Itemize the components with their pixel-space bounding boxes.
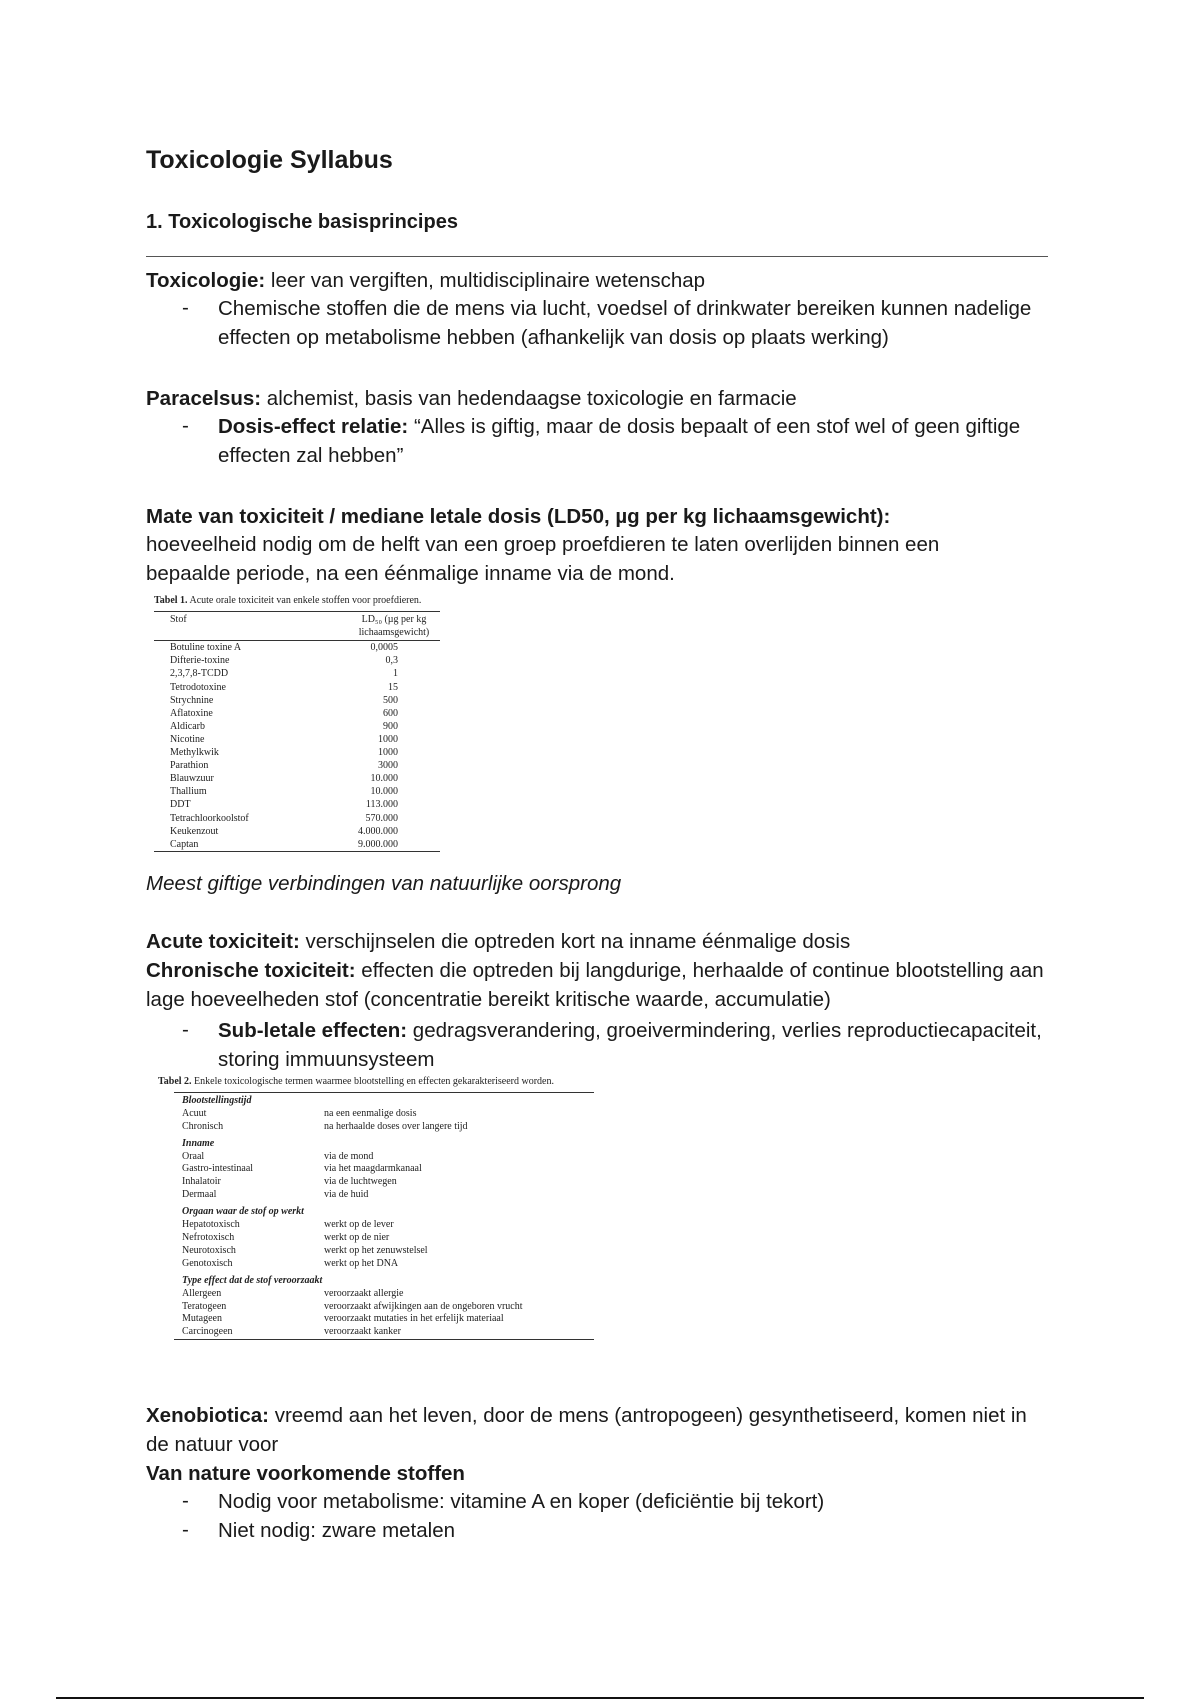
substance-cell: Aflatoxine <box>170 707 213 719</box>
description-cell: werkt op het DNA <box>324 1257 399 1269</box>
ld50-table <box>154 594 454 852</box>
ld50-value-cell: 1 <box>393 668 398 680</box>
description-cell: veroorzaakt afwijkingen aan de ongeboren vrucht <box>324 1300 523 1312</box>
bullet-text: Nodig voor metabolisme: vitamine A en koper (deficiëntie bij tekort) <box>218 1490 825 1513</box>
table-row <box>158 1163 598 1176</box>
description-cell: werkt op de nier <box>324 1231 390 1243</box>
ld50-value-cell: 500 <box>383 694 398 706</box>
substance-cell: Aldicarb <box>170 720 205 732</box>
term-cell: Genotoxisch <box>182 1257 233 1269</box>
table-row <box>154 798 440 811</box>
table-row <box>154 694 440 707</box>
table-row <box>158 1288 598 1301</box>
term-cell: Hepatotoxisch <box>182 1219 240 1231</box>
toxicologie-paragraph <box>146 266 1076 295</box>
substance-cell: Difterie-toxine <box>170 655 230 667</box>
table-row <box>154 772 440 785</box>
column-header-line: lichaamsgewicht) <box>358 627 430 639</box>
document-title: Toxicologie Syllabus <box>146 146 393 174</box>
xenobiotica-paragraph <box>146 1401 1046 1459</box>
ld50-value-cell: 570.000 <box>365 812 398 824</box>
term-cell: Dermaal <box>182 1189 217 1201</box>
acute-paragraph <box>146 927 1076 956</box>
substance-cell: Nicotine <box>170 733 205 745</box>
bullet-definition: gedragsverandering, groeivermindering, verlies reproductiecapaciteit, storing immuunsysteem <box>218 1019 1042 1071</box>
description-cell: veroorzaakt mutaties in het erfelijk materiaal <box>324 1313 504 1325</box>
term-cell: Mutageen <box>182 1313 222 1325</box>
table-group-heading: Type effect dat de stof veroorzaakt <box>182 1274 323 1286</box>
bullet-marker: - <box>182 1018 189 1041</box>
term-cell: Carcinogeen <box>182 1326 233 1338</box>
table-caption-label: Tabel 1. <box>154 595 188 606</box>
natural-substances-heading: Van nature voorkomende stoffen <box>146 1462 465 1485</box>
table-caption-text: Enkele toxicologische termen waarmee blootstelling en effecten gekarakteriseerd worden. <box>191 1076 554 1087</box>
table-group-heading: Blootstellingstijd <box>182 1094 252 1106</box>
table-row <box>154 838 440 851</box>
bullet-marker: - <box>182 296 189 319</box>
term-label: Acute toxiciteit: <box>146 930 300 953</box>
substance-cell: Methylkwik <box>170 747 219 759</box>
table-bottom-rule <box>154 851 440 852</box>
ld50-value-cell: 4.000.000 <box>358 825 398 837</box>
term-cell: Inhalatoir <box>182 1176 221 1188</box>
bullet-definition: “Alles is giftig, maar de dosis bepaalt of een stof wel of geen giftige effecten zal hebben” <box>218 415 1021 467</box>
ld50-value-cell: 9.000.000 <box>358 838 398 850</box>
ld50-value-cell: 0,0005 <box>370 642 398 654</box>
ld50-value-cell: 1000 <box>378 747 398 759</box>
bullet-text <box>218 1016 1058 1074</box>
table-row <box>154 785 440 798</box>
table-row <box>158 1301 598 1314</box>
table-row <box>158 1151 598 1164</box>
section-heading: 1. Toxicologische basisprincipes <box>146 211 458 233</box>
bullet-text: Chemische stoffen die de mens via lucht, voedsel of drinkwater bereiken kunnen nadelige effecten op metabolisme hebben (afhankelijk van dosis op plaats werking) <box>218 297 1032 349</box>
term-cell: Chronisch <box>182 1120 224 1132</box>
bullet-text <box>218 412 1058 470</box>
term-cell: Neurotoxisch <box>182 1244 236 1256</box>
table-caption-text: Acute orale toxiciteit van enkele stoffen voor proefdieren. <box>187 595 422 606</box>
substance-cell: Strychnine <box>170 694 214 706</box>
bullet-text: Niet nodig: zware metalen <box>218 1519 456 1542</box>
ld50-value-cell: 10.000 <box>370 786 398 798</box>
table-row <box>154 733 440 746</box>
table-row <box>158 1176 598 1189</box>
ld50-heading: Mate van toxiciteit / mediane letale dosis (LD50, µg per kg lichaamsgewicht): <box>146 505 891 528</box>
substance-cell: DDT <box>170 799 191 811</box>
table-row <box>154 654 440 667</box>
column-header-line: LD₅₀ (µg per kg <box>361 614 427 626</box>
table-row <box>158 1313 598 1326</box>
term-cell: Gastro-intestinaal <box>182 1163 254 1175</box>
term-cell: Nefrotoxisch <box>182 1231 235 1243</box>
term-cell: Oraal <box>182 1150 205 1162</box>
table-row <box>154 681 440 694</box>
toxicology-terms-table <box>158 1076 598 1340</box>
term-cell: Acuut <box>182 1107 207 1119</box>
ld50-value-cell: 1000 <box>378 733 398 745</box>
page-footer-rule <box>56 1697 1144 1699</box>
table-row <box>154 759 440 772</box>
ld50-value-cell: 113.000 <box>365 799 398 811</box>
term-cell: Teratogeen <box>182 1300 227 1312</box>
substance-cell: Captan <box>170 838 199 850</box>
ld50-value-cell: 10.000 <box>370 773 398 785</box>
natural-origin-note: Meest giftige verbindingen van natuurlijke oorsprong <box>146 872 622 895</box>
substance-cell: Tetrachloorkoolstof <box>170 812 249 824</box>
substance-cell: Blauwzuur <box>170 773 214 785</box>
definition-text: vreemd aan het leven, door de mens (antropogeen) gesynthetiseerd, komen niet in de natuur voor <box>146 1404 1027 1456</box>
column-header <box>348 613 440 639</box>
bullet-marker: - <box>182 414 189 437</box>
ld50-definition: hoeveelheid nodig om de helft van een groep proefdieren te laten overlijden binnen een bepaalde periode, na een éénmalige inname via de mond. <box>146 533 940 585</box>
ld50-value-cell: 0,3 <box>385 655 398 667</box>
table-row <box>154 641 440 654</box>
table-group-heading: Orgaan waar de stof op werkt <box>182 1206 304 1218</box>
table-row <box>154 667 440 680</box>
term-label: Paracelsus: <box>146 387 262 410</box>
definition-text: effecten die optreden bij langdurige, herhaalde of continue blootstelling aan lage hoeveelheden stof (concentratie bereikt kritische waarde, accumulatie) <box>146 959 1044 1011</box>
table-row <box>154 746 440 759</box>
table-row <box>154 720 440 733</box>
description-cell: via de mond <box>324 1150 374 1162</box>
definition-text: verschijnselen die optreden kort na inname éénmalige dosis <box>299 930 851 953</box>
description-cell: werkt op het zenuwstelsel <box>324 1244 428 1256</box>
bullet-marker: - <box>182 1518 189 1541</box>
table-row <box>158 1108 598 1121</box>
table-caption-label: Tabel 2. <box>158 1076 192 1087</box>
paracelsus-paragraph <box>146 384 1076 413</box>
term-label: Toxicologie: <box>146 269 266 292</box>
term-cell: Allergeen <box>182 1287 222 1299</box>
table-header <box>154 611 440 641</box>
section-divider <box>146 256 1048 257</box>
table-row <box>158 1326 598 1339</box>
table-body <box>154 641 454 851</box>
substance-cell: Parathion <box>170 760 209 772</box>
table-bottom-rule <box>174 1339 594 1340</box>
substance-cell: Thallium <box>170 786 207 798</box>
table-row <box>158 1219 598 1232</box>
substance-cell: 2,3,7,8-TCDD <box>170 668 229 680</box>
table-row <box>158 1232 598 1245</box>
bullet-marker: - <box>182 1489 189 1512</box>
description-cell: veroorzaakt allergie <box>324 1287 404 1299</box>
table-row <box>154 812 440 825</box>
substance-cell: Botuline toxine A <box>170 642 242 654</box>
substance-cell: Tetrodotoxine <box>170 681 226 693</box>
ld50-value-cell: 600 <box>383 707 398 719</box>
ld50-value-cell: 900 <box>383 720 398 732</box>
table-caption <box>154 594 454 607</box>
bullet-term: Sub-letale effecten: <box>218 1019 408 1042</box>
term-label: Xenobiotica: <box>146 1404 270 1427</box>
table-row <box>154 825 440 838</box>
ld50-value-cell: 15 <box>388 681 398 693</box>
table-caption <box>158 1076 598 1089</box>
table-row <box>158 1121 598 1134</box>
description-cell: via de luchtwegen <box>324 1176 397 1188</box>
term-label: Chronische toxiciteit: <box>146 959 356 982</box>
description-cell: na herhaalde doses over langere tijd <box>324 1120 468 1132</box>
description-cell: via de huid <box>324 1189 369 1201</box>
definition-text: alchemist, basis van hedendaagse toxicologie en farmacie <box>261 387 797 410</box>
table-row <box>158 1245 598 1258</box>
table-row <box>158 1258 598 1271</box>
description-cell: werkt op de lever <box>324 1219 394 1231</box>
table-row <box>154 707 440 720</box>
table-group-heading: Inname <box>182 1137 215 1149</box>
description-cell: veroorzaakt kanker <box>324 1326 401 1338</box>
bullet-term: Dosis-effect relatie: <box>218 415 409 438</box>
chronisch-paragraph <box>146 956 1076 1014</box>
description-cell: na een eenmalige dosis <box>324 1107 417 1119</box>
description-cell: via het maagdarmkanaal <box>324 1163 422 1175</box>
column-header: Stof <box>170 614 187 626</box>
substance-cell: Keukenzout <box>170 825 219 837</box>
table-body <box>158 1095 598 1339</box>
ld50-value-cell: 3000 <box>378 760 398 772</box>
table-row <box>158 1189 598 1202</box>
table-top-rule <box>174 1092 594 1093</box>
definition-text: leer van vergiften, multidisciplinaire wetenschap <box>265 269 706 292</box>
